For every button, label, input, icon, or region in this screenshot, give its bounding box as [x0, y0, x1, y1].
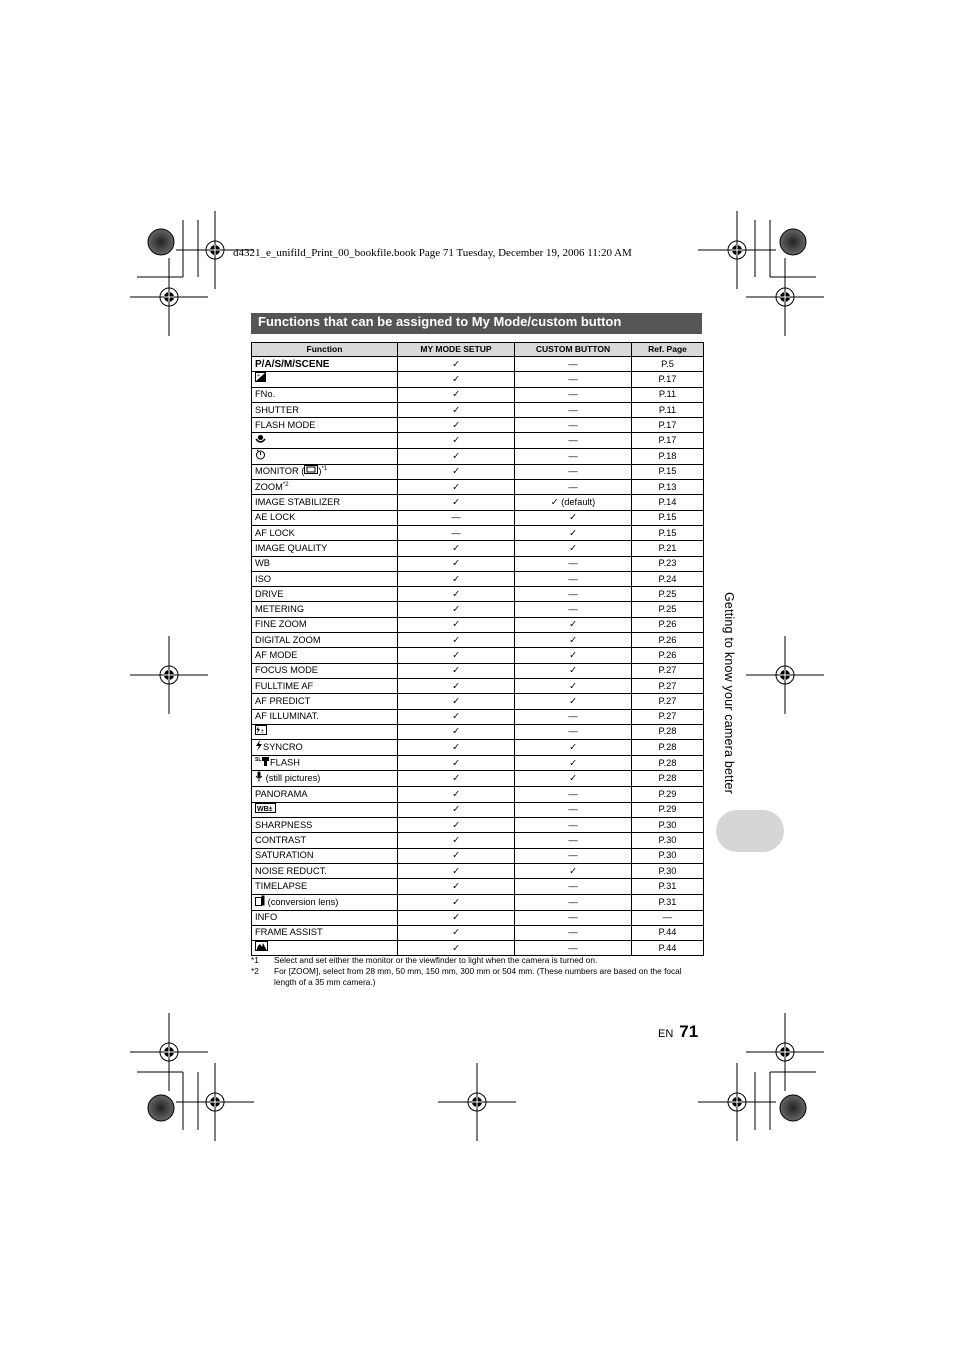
ref-page-cell: P.30 [632, 833, 704, 848]
function-cell [252, 802, 398, 817]
ref-page-cell: P.27 [632, 709, 704, 724]
function-cell [252, 648, 398, 663]
page-footer [658, 1022, 698, 1042]
function-label: SYNCRO [263, 742, 303, 753]
ref-page-cell: P.27 [632, 694, 704, 709]
table-row [252, 724, 704, 739]
custom-button-cell: — [515, 879, 632, 894]
table-row [252, 863, 704, 878]
function-label: PANORAMA [255, 789, 308, 800]
custom-button-cell: — [515, 433, 632, 448]
custom-button-cell: — [515, 448, 632, 464]
custom-button-cell: ✓ [515, 648, 632, 663]
function-label: SHUTTER [255, 404, 299, 415]
custom-button-cell: ✓ [515, 756, 632, 771]
custom-button-cell: — [515, 818, 632, 833]
table-row [252, 694, 704, 709]
table-row [252, 678, 704, 693]
table-row [252, 480, 704, 495]
function-cell [252, 510, 398, 525]
my-mode-cell: ✓ [398, 587, 515, 602]
function-cell [252, 372, 398, 387]
custom-button-cell: — [515, 402, 632, 417]
ref-page-cell: P.27 [632, 678, 704, 693]
custom-button-cell: — [515, 372, 632, 387]
function-label: TIMELAPSE [255, 880, 308, 891]
custom-button-cell: — [515, 724, 632, 739]
function-label: AF ILLUMINAT. [255, 711, 319, 722]
custom-button-cell: ✓ [515, 525, 632, 540]
function-cell [252, 709, 398, 724]
function-cell [252, 818, 398, 833]
my-mode-cell: ✓ [398, 848, 515, 863]
table-row [252, 802, 704, 817]
my-mode-cell: ✓ [398, 433, 515, 448]
ref-page-cell: P.23 [632, 556, 704, 571]
table-row [252, 525, 704, 540]
function-cell [252, 925, 398, 940]
custom-button-cell: ✓ [515, 863, 632, 878]
my-mode-cell: ✓ [398, 694, 515, 709]
function-cell [252, 740, 398, 756]
my-mode-cell: ✓ [398, 541, 515, 556]
function-label: FOCUS MODE [255, 665, 319, 676]
custom-button-cell: ✓ [515, 617, 632, 632]
function-cell [252, 910, 398, 925]
table-row [252, 571, 704, 586]
function-label: SHARPNESS [255, 819, 313, 830]
table-row [252, 833, 704, 848]
custom-button-cell: ✓ [515, 541, 632, 556]
function-cell [252, 448, 398, 464]
footnotes [251, 955, 703, 988]
table-row [252, 402, 704, 417]
function-cell [252, 756, 398, 771]
custom-button-cell: ✓ [515, 678, 632, 693]
ref-page-cell: P.44 [632, 941, 704, 956]
table-row [252, 357, 704, 372]
function-cell [252, 787, 398, 802]
ref-page-cell: P.26 [632, 617, 704, 632]
svg-text:WB±: WB± [257, 805, 273, 813]
function-label: DRIVE [255, 588, 284, 599]
monitor-icon [304, 465, 318, 478]
my-mode-cell: ✓ [398, 894, 515, 910]
function-label: NOISE REDUCT. [255, 865, 327, 876]
table-row [252, 617, 704, 632]
ref-page-cell: P.25 [632, 587, 704, 602]
table-row [252, 587, 704, 602]
table-header-row [252, 343, 704, 357]
ref-page-cell: P.15 [632, 525, 704, 540]
function-cell [252, 724, 398, 739]
custom-button-cell: ✓ [515, 510, 632, 525]
ref-page-cell: P.30 [632, 848, 704, 863]
function-label: FLASH MODE [255, 419, 316, 430]
ref-page-cell: P.5 [632, 357, 704, 372]
ref-page-cell: P.30 [632, 863, 704, 878]
function-label: FNo. [255, 389, 276, 400]
function-label: SATURATION [255, 850, 314, 861]
function-cell [252, 617, 398, 632]
my-mode-cell: ✓ [398, 418, 515, 433]
table-row [252, 787, 704, 802]
custom-button-cell: — [515, 464, 632, 479]
my-mode-cell: ✓ [398, 387, 515, 402]
svg-text:+: + [257, 373, 260, 380]
ref-page-cell: P.28 [632, 756, 704, 771]
table-row [252, 433, 704, 448]
table-row [252, 633, 704, 648]
function-cell [252, 633, 398, 648]
table-row [252, 510, 704, 525]
function-label-suffix: ) [318, 466, 322, 477]
table-row [252, 756, 704, 771]
my-mode-cell: ✓ [398, 402, 515, 417]
ref-page-cell: P.26 [632, 633, 704, 648]
function-label: AF PREDICT [255, 695, 311, 706]
function-cell [252, 387, 398, 402]
function-label: FINE ZOOM [255, 619, 307, 630]
my-mode-cell: ✓ [398, 925, 515, 940]
function-cell [252, 571, 398, 586]
function-label: FRAME ASSIST [255, 927, 323, 938]
col-header-ref-page: Ref. Page [632, 343, 704, 357]
table-row [252, 941, 704, 956]
custom-button-cell: ✓ [515, 633, 632, 648]
functions-table [251, 342, 704, 956]
table-row [252, 418, 704, 433]
my-mode-cell: — [398, 510, 515, 525]
footnote-mark: *2 [251, 966, 259, 976]
page-lang: EN [658, 1028, 674, 1040]
my-mode-cell: ✓ [398, 571, 515, 586]
ref-page-cell: P.11 [632, 402, 704, 417]
ref-page-cell: P.31 [632, 894, 704, 910]
svg-text:±: ± [261, 728, 264, 735]
function-label: CONTRAST [255, 834, 307, 845]
function-cell [252, 464, 398, 479]
ref-page-cell: P.11 [632, 387, 704, 402]
custom-button-cell: — [515, 418, 632, 433]
footnote-text: Select and set either the monitor or the viewfinder to light when the camera is turned on. [274, 955, 598, 965]
chapter-tab [716, 810, 784, 852]
footnote-text: For [ZOOM], select from 28 mm, 50 mm, 150 mm, 300 mm or 504 mm. (These numbers are based on the focal length of a 35 mm camera.) [274, 966, 682, 987]
function-cell [252, 357, 398, 372]
function-cell [252, 663, 398, 678]
function-cell [252, 433, 398, 448]
my-mode-cell: ✓ [398, 648, 515, 663]
table-row [252, 372, 704, 387]
table-row [252, 663, 704, 678]
col-header-my-mode-setup: MY MODE SETUP [398, 343, 515, 357]
table-row [252, 495, 704, 510]
col-header-custom-button: CUSTOM BUTTON [515, 343, 632, 357]
table-row [252, 448, 704, 464]
function-cell [252, 525, 398, 540]
custom-button-cell: — [515, 602, 632, 617]
function-label: MONITOR ( [255, 466, 305, 477]
footnote [251, 955, 703, 966]
function-cell [252, 602, 398, 617]
my-mode-cell: — [398, 525, 515, 540]
function-cell [252, 879, 398, 894]
function-label: IMAGE QUALITY [255, 542, 328, 553]
function-cell [252, 771, 398, 787]
custom-button-cell: — [515, 480, 632, 495]
function-cell [252, 941, 398, 956]
ref-page-cell: P.17 [632, 372, 704, 387]
ref-page-cell: P.24 [632, 571, 704, 586]
self-timer-icon [255, 449, 266, 464]
histogram-icon [255, 941, 268, 955]
side-tab-label [723, 592, 743, 812]
custom-button-cell: — [515, 357, 632, 372]
ref-page-cell: P.25 [632, 602, 704, 617]
function-cell [252, 418, 398, 433]
custom-button-cell: ✓ [515, 663, 632, 678]
function-label: ISO [255, 573, 272, 584]
table-row [252, 910, 704, 925]
table-row [252, 648, 704, 663]
my-mode-cell: ✓ [398, 879, 515, 894]
table-row [252, 541, 704, 556]
svg-text:SL: SL [255, 757, 262, 764]
function-label: DIGITAL ZOOM [255, 634, 321, 645]
ref-page-cell: P.17 [632, 418, 704, 433]
function-label: FLASH [270, 757, 300, 768]
my-mode-cell: ✓ [398, 709, 515, 724]
table-row [252, 556, 704, 571]
my-mode-cell: ✓ [398, 678, 515, 693]
function-label: (conversion lens) [267, 896, 339, 907]
table-row [252, 387, 704, 402]
table-row [252, 602, 704, 617]
function-cell [252, 495, 398, 510]
ref-page-cell: P.15 [632, 464, 704, 479]
footnote-ref: *2 [282, 481, 289, 488]
wb-compensation-icon [255, 803, 276, 817]
my-mode-cell: ✓ [398, 602, 515, 617]
function-cell [252, 480, 398, 495]
my-mode-cell: ✓ [398, 357, 515, 372]
my-mode-cell: ✓ [398, 833, 515, 848]
custom-button-cell: — [515, 910, 632, 925]
custom-button-cell: ✓ [515, 694, 632, 709]
table-row [252, 464, 704, 479]
table-row [252, 925, 704, 940]
footnote-ref: *1 [321, 466, 328, 473]
my-mode-cell: ✓ [398, 372, 515, 387]
ref-page-cell: P.28 [632, 724, 704, 739]
conversion-lens-icon [255, 895, 265, 910]
custom-button-cell: — [515, 941, 632, 956]
footnote-mark: *1 [251, 955, 259, 965]
flash-compensation-icon [255, 725, 267, 739]
custom-button-cell: ✓ [515, 771, 632, 787]
table-row [252, 709, 704, 724]
microphone-icon [255, 771, 263, 786]
my-mode-cell: ✓ [398, 818, 515, 833]
section-title: Functions that can be assigned to My Mode/custom button [251, 313, 702, 334]
ref-page-cell: P.13 [632, 480, 704, 495]
my-mode-cell: ✓ [398, 740, 515, 756]
ref-page-cell: P.31 [632, 879, 704, 894]
function-cell [252, 556, 398, 571]
macro-icon [255, 434, 266, 448]
function-cell [252, 863, 398, 878]
function-label: P/A/S/M/SCENE [255, 358, 330, 370]
function-label: ZOOM [255, 481, 283, 492]
ref-page-cell: P.30 [632, 818, 704, 833]
my-mode-cell: ✓ [398, 464, 515, 479]
my-mode-cell: ✓ [398, 617, 515, 632]
function-cell [252, 587, 398, 602]
function-label: IMAGE STABILIZER [255, 497, 341, 508]
custom-button-cell: — [515, 925, 632, 940]
my-mode-cell: ✓ [398, 724, 515, 739]
function-cell [252, 833, 398, 848]
my-mode-cell: ✓ [398, 771, 515, 787]
ref-page-cell: P.27 [632, 663, 704, 678]
ref-page-cell: P.18 [632, 448, 704, 464]
my-mode-cell: ✓ [398, 633, 515, 648]
function-cell [252, 678, 398, 693]
custom-button-cell: — [515, 556, 632, 571]
function-label: WB [255, 558, 270, 569]
my-mode-cell: ✓ [398, 863, 515, 878]
my-mode-cell: ✓ [398, 941, 515, 956]
custom-button-cell: — [515, 833, 632, 848]
function-cell [252, 541, 398, 556]
custom-button-cell: — [515, 848, 632, 863]
custom-button-cell: — [515, 894, 632, 910]
function-label: METERING [255, 604, 305, 615]
ref-page-cell: — [632, 910, 704, 925]
custom-button-cell: ✓ [515, 740, 632, 756]
table-row [252, 894, 704, 910]
footnote [251, 966, 703, 988]
print-header-line: d4321_e_unifild_Print_00_bookfile.book Page 71 Tuesday, December 19, 2006 11:20 AM [233, 247, 632, 259]
table-row [252, 771, 704, 787]
custom-button-cell: ✓ (default) [515, 495, 632, 510]
table-row [252, 848, 704, 863]
my-mode-cell: ✓ [398, 495, 515, 510]
function-label: FULLTIME AF [255, 680, 314, 691]
function-label: AE LOCK [255, 512, 296, 523]
my-mode-cell: ✓ [398, 910, 515, 925]
my-mode-cell: ✓ [398, 802, 515, 817]
page-number: 71 [679, 1022, 699, 1041]
ref-page-cell: P.15 [632, 510, 704, 525]
table-row [252, 740, 704, 756]
function-label: INFO [255, 912, 278, 923]
function-label: AF LOCK [255, 527, 295, 538]
side-tab-text: Getting to know your camera better [722, 592, 736, 795]
my-mode-cell: ✓ [398, 787, 515, 802]
ref-page-cell: P.28 [632, 771, 704, 787]
exposure-compensation-icon [255, 372, 266, 386]
function-cell [252, 848, 398, 863]
my-mode-cell: ✓ [398, 663, 515, 678]
table-row [252, 879, 704, 894]
external-flash-icon [255, 756, 270, 770]
my-mode-cell: ✓ [398, 556, 515, 571]
function-cell [252, 694, 398, 709]
ref-page-cell: P.29 [632, 802, 704, 817]
custom-button-cell: — [515, 387, 632, 402]
table-row [252, 818, 704, 833]
custom-button-cell: — [515, 587, 632, 602]
ref-page-cell: P.44 [632, 925, 704, 940]
function-label: AF MODE [255, 649, 298, 660]
col-header-function: Function [252, 343, 398, 357]
ref-page-cell: P.21 [632, 541, 704, 556]
custom-button-cell: — [515, 802, 632, 817]
custom-button-cell: — [515, 787, 632, 802]
my-mode-cell: ✓ [398, 756, 515, 771]
custom-button-cell: — [515, 571, 632, 586]
my-mode-cell: ✓ [398, 480, 515, 495]
function-cell [252, 894, 398, 910]
ref-page-cell: P.17 [632, 433, 704, 448]
custom-button-cell: — [515, 709, 632, 724]
ref-page-cell: P.14 [632, 495, 704, 510]
my-mode-cell: ✓ [398, 448, 515, 464]
ref-page-cell: P.29 [632, 787, 704, 802]
ref-page-cell: P.28 [632, 740, 704, 756]
function-label: (still pictures) [265, 773, 321, 784]
ref-page-cell: P.26 [632, 648, 704, 663]
flash-icon [255, 740, 263, 755]
function-cell [252, 402, 398, 417]
